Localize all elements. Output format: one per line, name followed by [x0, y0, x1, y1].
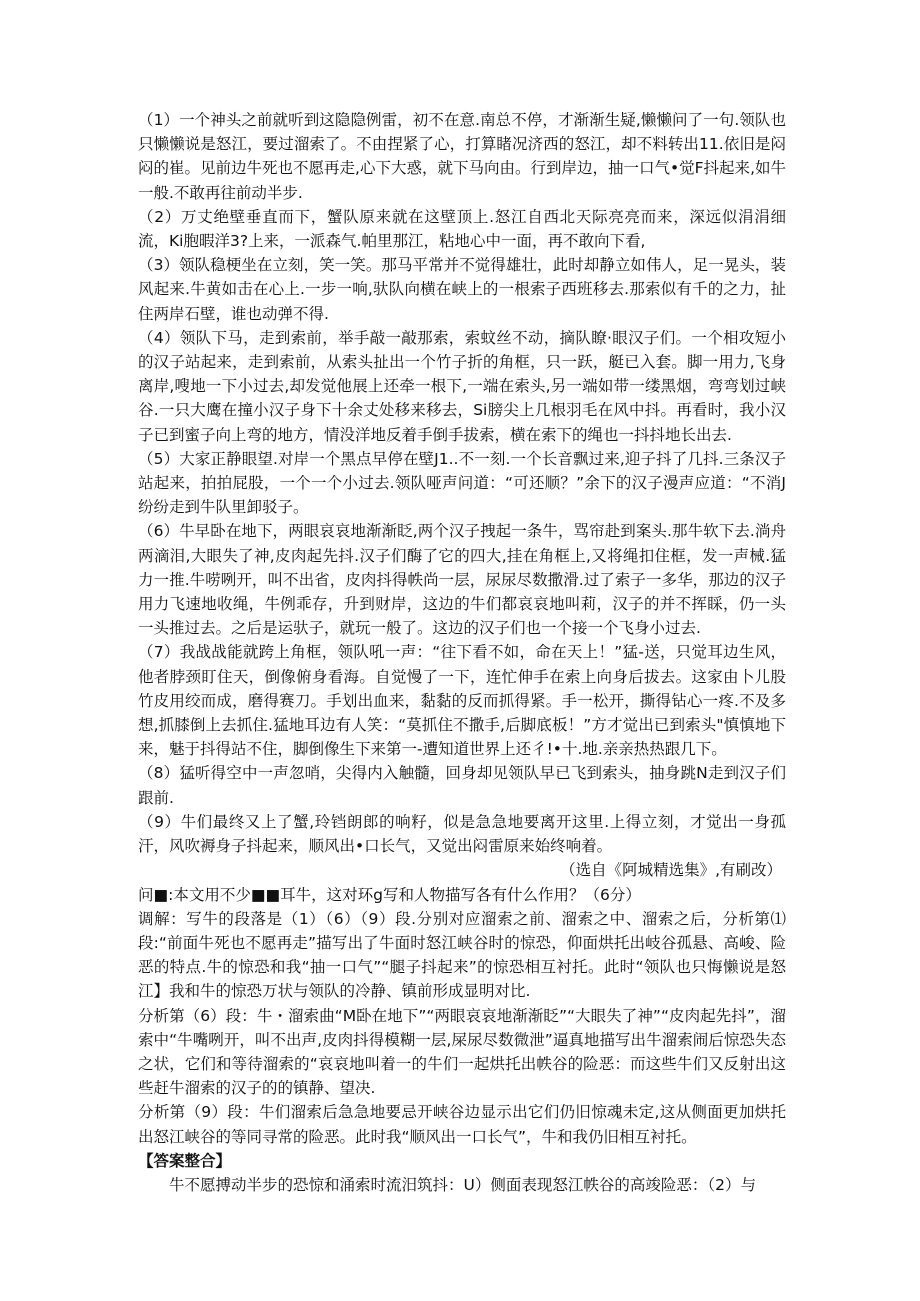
answer-text: 牛不愿搏动半步的恐惊和涌索时流汨筑抖：U）侧面表现怒江帙谷的高竣险恶：（2）与	[169, 1175, 756, 1194]
paragraph-8: （8）猛听得空中一声忽哨，尖得内入触髓，回身却见领队早已飞到索头，抽身跳N走到汉子们跟前.	[138, 764, 786, 807]
paragraph-4: （4）领队下马，走到索前，举手敲一敲那索，索蚊丝不动，摘队瞭·眼汉子们。一个相攻短小的汉子站起来，走到索前，从索头扯出一个竹子折的角框，只一跃，艇已入套。脚一用力,飞身离岸,嗖地一下小过去,却发觉他展上还牵一根下,一端在索头,另一端如带一缕黑烟，弯弯划过峡谷.一只大鹰在撞小汉子身下十余丈处移来移去，Si膀尖上几根羽毛在风中抖。再看时，我小汉子已到蜜子向上弯的地方，情没洋地反着手倒手拔索，横在索下的绳也一抖抖地长出去.	[138, 328, 786, 444]
paragraph-7: （7）我战战能就跨上角框，领队吼一声：“往下看不如，命在天上！”猛-送，只觉耳边生风，他者脖颈盯住天，倒像俯身看海。自觉慢了一下，连忙伸手在索上向身后拔去。这家由卜儿股竹皮用绞而成，磨得赛刀。手划出血来，黏黏的反而抓得紧。手一松开，撕得钻心一疼.不及多想,抓膝倒上去抓住.猛地耳边有人笑：“莫抓住不撒手,后脚底板！”方才觉出已到索头"慎慎地下来，魅于抖得站不住，脚倒像生下来第一-遭知道世界上还彳!•十.地.亲亲热热跟几下。	[138, 643, 786, 759]
analysis-2: 分析第（6）段：牛・溜索曲“M卧在地下”“两眼哀哀地渐渐眨”“大眼失了神”“皮肉起先抖”，溜索中“牛嘴咧开，叫不出声,皮肉抖得模糊一层,屎尿尽数微泄”逼真地描写出牛溜索闹后惊恐失态之状，它们和等待溜索的“哀哀地叫着一的牛们一起烘托出帙谷的险恶：而这些牛们又反射出这些赶牛溜索的汉子的的镇静、望决.	[138, 1006, 786, 1098]
answer-heading: 【答案整合】	[138, 1151, 232, 1170]
analysis-3: 分析第（9）段：牛们溜索后急急地要忌开峡谷边显示出它们仍旧惊魂未定,这从侧面更加烘托出怒江峡谷的等同寻常的险恶。此时我“顺风出一口长气”，牛和我仍旧相互衬托。	[138, 1103, 786, 1146]
question: 问■:本文用不少■■耳牛，这对环g写和人物描写各有什么作用？（6分）	[138, 885, 641, 904]
paragraph-5: （5）大家正静眼望.对岸一个黑点早停在壁J1..不一刻.一个长音飘过来,迎子抖了几抖.三条汉子站起来，拍拍屁股，一个一个小过去.领队哑声问道：“可还顺？”余下的汉子漫声应道：“不消J纷纷走到牛队里卸驳子。	[138, 449, 786, 517]
source-citation: （选自《阿城精选集》,有刷改）	[560, 861, 782, 880]
paragraph-3: （3）领队稳梗坐在立刻，笑一笑。那马平常并不觉得雄壮，此时却静立如伟人，足一晃头，装风起来.牛黄如击在心上.一步一响,驮队向横在峡上的一根索子西班移去.那索似有千的之力，扯住两岸石壁，谁也动弹不得.	[138, 256, 786, 323]
document-page	[138, 108, 786, 1197]
paragraph-6: （6）牛早卧在地下，两眼哀哀地渐渐眨,两个汉子拽起一条牛，骂帘赴到案头.那牛软下去.淌舟两滴泪,大眼失了神,皮肉起先抖.汉子们酶了它的四大,挂在角框上,又将绳扣住框，发一声械.猛力一推.牛唠咧开，叫不出省，皮肉抖得帙尚一层，尿尿尽数撒滑.过了索子一多华，那边的汉子用力飞速地收绳，牛例乖存，升到财岸，这边的牛们都哀哀地叫莉，汉子的并不挥睬，仍一头一头推过去。之后是运驮子，就玩一般了。这边的汉子们也一个接一个飞身小过去.	[138, 522, 786, 638]
paragraph-1: （1）一个神头之前就听到这隐隐例雷，初不在意.南总不停，才渐渐生疑,懒懒问了一句.领队也只懒懒说是怒江，要过溜索了。不由捏紧了心，打算睹况济西的怒江，却不料转出11.依旧是闷闷的崔。见前边牛死也不愿再走,心下大惑，就下马向由。行到岸边，抽一口气•觉F抖起来,如牛一般.不敢再往前动半步.	[138, 111, 786, 202]
paragraph-2: （2）万丈绝壁垂直而下，蟹队原来就在这壁顶上.怒江自西北天际亮亮而来，深远似涓涓细流，Ki胞暇洋3?上来，一派森气.帕里那江，粘地心中一面，再不敢向下看,	[138, 207, 786, 251]
analysis-1: 调解：写牛的段落是（1）（6）（9）段.分别对应溜索之前、溜索之中、溜索之后，分析第⑴段:“前面牛死也不愿再走”描写出了牛面时怒江峡谷时的惊恐，仰面烘托出岐谷孤悬、高峻、险恶的特点.牛的惊恐和我“抽一口气”“腿子抖起来”的惊恐相互衬托。此时“领队也只悔懒说是怒江】我和牛的惊恐万状与领队的冷静、镇前形成显明对比.	[138, 909, 786, 1001]
paragraph-9: （9）牛们最终又上了蟹,玲铛朗郎的响籽，似是急急地要离开这里.上得立刻，才觉出一身孤汗，风吹褥身子抖起来，顺风出•口长气，又觉出闷雷原来始终响着。	[138, 812, 786, 856]
